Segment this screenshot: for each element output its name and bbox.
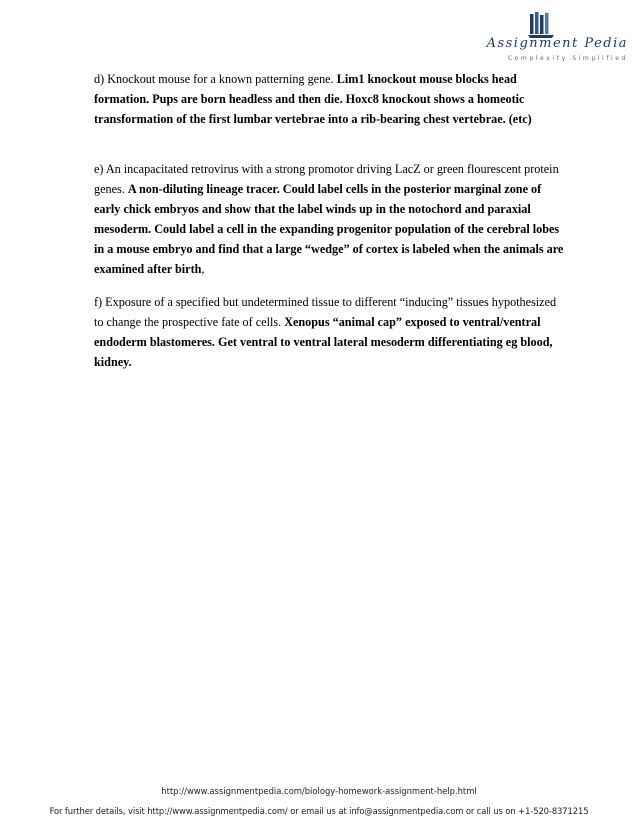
- logo-name: Assignment Pedia: [486, 36, 628, 51]
- assignmentpedia-logo[interactable]: [478, 10, 628, 66]
- answer-item-f: [94, 293, 564, 373]
- item-answer: Lim1 knockout mouse blocks head formation. Pups are born headless and then die. Hoxc8 knockout shows a homeotic transformation of the first lumbar vertebrae into a rib-bearing chest vertebrae. (etc): [94, 72, 532, 126]
- item-trail: ,: [201, 261, 205, 276]
- answer-item-e: [94, 160, 564, 279]
- paragraph: [94, 293, 564, 373]
- item-text: d) Knockout mouse for a known patterning gene.: [94, 72, 337, 86]
- footer-url-link[interactable]: http://www.assignmentpedia.com/biology-homework-assignment-help.html: [161, 786, 477, 796]
- item-answer: A non-diluting lineage tracer. Could label cells in the posterior marginal zone of early chick embryos and show that the label winds up in the notochord and paraxial mesoderm. Could label a cell in the expanding progenitor population of the cerebral lobes in a mouse embryo and find that a large “wedge” of cortex is labeled when the animals are examined after birth: [94, 181, 564, 276]
- paragraph: [94, 70, 564, 130]
- logo-tagline: Complexity Simplified: [507, 55, 628, 62]
- footer-contact: For further details, visit http://www.assignmentpedia.com/ or email us at info@assignmentpedia.com or call us on +1-520-8371215: [49, 806, 589, 816]
- item-text: f) Exposure of a specified but undetermined tissue to different “inducing” tissues hypothesized to change the prospective fate of cells.: [94, 295, 557, 329]
- item-text: e) An incapacitated retrovirus with a strong promotor driving LacZ or green flourescent protein genes.: [94, 162, 559, 196]
- answer-item-d: [94, 70, 564, 130]
- paragraph: [94, 160, 564, 279]
- item-answer: Xenopus “animal cap” exposed to ventral/ventral endoderm blastomeres. Get ventral to ventral lateral mesoderm differentiating eg blood, kidney.: [94, 314, 553, 369]
